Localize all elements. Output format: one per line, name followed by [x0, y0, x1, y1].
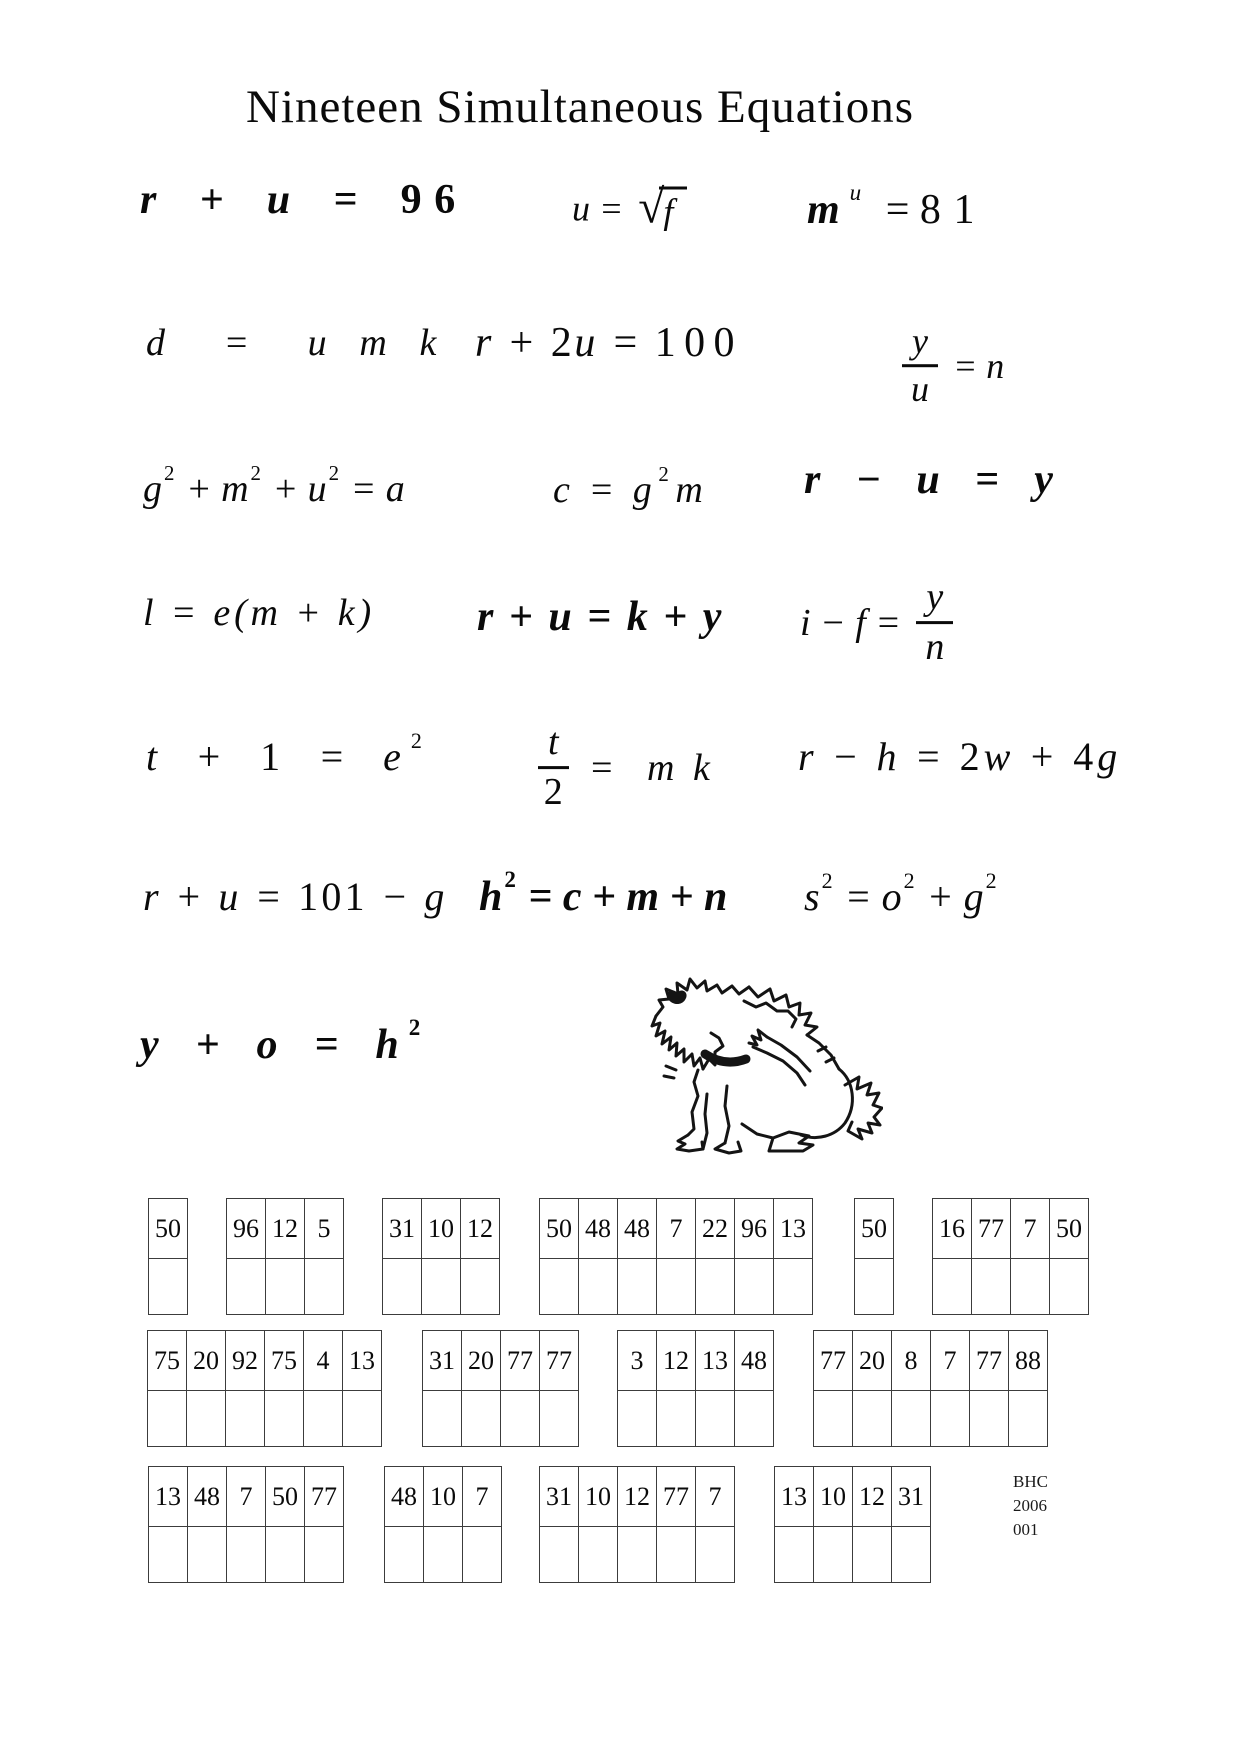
- grid-value-cell: 50: [266, 1467, 305, 1527]
- grid-answer-cell: [266, 1527, 305, 1583]
- grid-answer-cell: [501, 1391, 540, 1447]
- grid-answer-cell: [933, 1259, 972, 1315]
- grid-value-cell: 12: [461, 1199, 500, 1259]
- grid-value-cell: 10: [814, 1467, 853, 1527]
- grid-value-cell: 7: [463, 1467, 502, 1527]
- grid-answer-cell: [1011, 1259, 1050, 1315]
- grid-answer-cell: [226, 1391, 265, 1447]
- grid-value-cell: 50: [540, 1199, 579, 1259]
- grid-value-cell: 50: [1050, 1199, 1089, 1259]
- grid-value-cell: 75: [148, 1331, 187, 1391]
- grid-value-cell: 48: [188, 1467, 227, 1527]
- grid-value-cell: 13: [343, 1331, 382, 1391]
- grid-answer-cell: [422, 1259, 461, 1315]
- grid-answer-cell: [462, 1391, 501, 1447]
- grid-answer-cell: [461, 1259, 500, 1315]
- grid-value-cell: 75: [265, 1331, 304, 1391]
- worksheet-code-line: 001: [1013, 1519, 1039, 1539]
- grid-answer-cell: [579, 1259, 618, 1315]
- grid-answer-cell: [735, 1391, 774, 1447]
- worksheet-title: Nineteen Simultaneous Equations: [245, 81, 914, 133]
- grid-answer-cell: [657, 1259, 696, 1315]
- grid-value-cell: 12: [853, 1467, 892, 1527]
- grid-value-cell: 10: [579, 1467, 618, 1527]
- grid-value-cell: 31: [892, 1467, 931, 1527]
- answer-grid: [148, 1466, 344, 1583]
- equation-m-pow-u-81: m u = 81: [807, 179, 988, 233]
- grid-answer-cell: [657, 1391, 696, 1447]
- grid-value-cell: 5: [305, 1199, 344, 1259]
- grid-value-cell: 22: [696, 1199, 735, 1259]
- grid-answer-cell: [618, 1391, 657, 1447]
- equation-t-over-2-mk: $\frac{t}{2}$ = m k: [532, 723, 714, 813]
- grid-value-cell: 7: [657, 1199, 696, 1259]
- equation-i-f-y-over-n: i − f = $\frac{y}{n}$: [800, 578, 959, 668]
- grid-answer-cell: [696, 1259, 735, 1315]
- grid-value-cell: 31: [383, 1199, 422, 1259]
- grid-answer-cell: [855, 1259, 894, 1315]
- grid-answer-cell: [735, 1259, 774, 1315]
- grid-value-cell: 3: [618, 1331, 657, 1391]
- grid-answer-cell: [148, 1391, 187, 1447]
- grid-value-cell: 50: [149, 1199, 188, 1259]
- grid-answer-cell: [343, 1391, 382, 1447]
- grid-value-cell: 8: [892, 1331, 931, 1391]
- equation-y-over-u-n: $\frac{y}{u}$ = n: [896, 323, 1004, 409]
- grid-answer-cell: [423, 1391, 462, 1447]
- grid-value-cell: 12: [266, 1199, 305, 1259]
- grid-value-cell: 77: [305, 1467, 344, 1527]
- grid-value-cell: 77: [540, 1331, 579, 1391]
- grid-answer-cell: [579, 1527, 618, 1583]
- grid-answer-cell: [696, 1527, 735, 1583]
- equation-s2-o2-g2: s 2 = o 2 + g 2: [804, 867, 997, 919]
- grid-value-cell: 13: [774, 1199, 813, 1259]
- worksheet-code-line: BHC: [1013, 1472, 1048, 1491]
- grid-answer-cell: [149, 1527, 188, 1583]
- equation-h2-cmn: h 2 = c + m + n: [479, 866, 728, 920]
- equation-r-u-k-y: r + u = k + y: [477, 594, 724, 640]
- grid-answer-cell: [463, 1527, 502, 1583]
- dog-illustration: [648, 972, 883, 1162]
- grid-value-cell: 48: [618, 1199, 657, 1259]
- answer-grid: [382, 1198, 500, 1315]
- grid-value-cell: 20: [187, 1331, 226, 1391]
- grid-value-cell: 13: [696, 1331, 735, 1391]
- grid-answer-cell: [774, 1259, 813, 1315]
- answer-grid: [148, 1198, 188, 1315]
- equation-l-e-m-plus-k: l = e(m + k): [143, 592, 375, 634]
- grid-answer-cell: [305, 1259, 344, 1315]
- grid-answer-cell: [385, 1527, 424, 1583]
- grid-answer-cell: [149, 1259, 188, 1315]
- grid-value-cell: 92: [226, 1331, 265, 1391]
- grid-answer-cell: [383, 1259, 422, 1315]
- grid-answer-cell: [305, 1527, 344, 1583]
- grid-answer-cell: [892, 1527, 931, 1583]
- grid-answer-cell: [853, 1527, 892, 1583]
- grid-value-cell: 12: [657, 1331, 696, 1391]
- answer-grid: [147, 1330, 382, 1447]
- equation-d-umk: d = u m k: [146, 322, 444, 364]
- grid-answer-cell: [424, 1527, 463, 1583]
- grid-answer-cell: [227, 1259, 266, 1315]
- grid-answer-cell: [540, 1259, 579, 1315]
- grid-value-cell: 7: [696, 1467, 735, 1527]
- grid-value-cell: 48: [579, 1199, 618, 1259]
- grid-value-cell: 88: [1009, 1331, 1048, 1391]
- grid-answer-cell: [814, 1391, 853, 1447]
- grid-value-cell: 12: [618, 1467, 657, 1527]
- grid-answer-cell: [696, 1391, 735, 1447]
- answer-grid: [384, 1466, 502, 1583]
- answer-grid: [617, 1330, 774, 1447]
- grid-answer-cell: [304, 1391, 343, 1447]
- grid-value-cell: 20: [853, 1331, 892, 1391]
- answer-grid: [539, 1198, 813, 1315]
- grid-value-cell: 48: [735, 1331, 774, 1391]
- grid-answer-cell: [775, 1527, 814, 1583]
- grid-answer-cell: [618, 1259, 657, 1315]
- worksheet-code: [1013, 1470, 1048, 1541]
- answer-grid: [854, 1198, 894, 1315]
- grid-answer-cell: [892, 1391, 931, 1447]
- answer-grid: [774, 1466, 931, 1583]
- answer-grid: [226, 1198, 344, 1315]
- grid-answer-cell: [853, 1391, 892, 1447]
- grid-value-cell: 31: [423, 1331, 462, 1391]
- equation-y-o-h2: y + o = h 2: [140, 1014, 429, 1068]
- worksheet-code-line: 2006: [1013, 1495, 1047, 1515]
- equation-u-sqrt-f: u = √ f: [572, 187, 687, 230]
- grid-value-cell: 13: [149, 1467, 188, 1527]
- grid-value-cell: 4: [304, 1331, 343, 1391]
- equation-r-2u-100: r + 2 u = 100: [475, 320, 743, 366]
- radical-sign: √: [638, 181, 665, 234]
- equation-c-g2m: c = g 2 m: [553, 461, 708, 511]
- grid-answer-cell: [1009, 1391, 1048, 1447]
- equation-r-plus-u-96: r + u = 96: [140, 177, 468, 223]
- grid-answer-cell: [540, 1391, 579, 1447]
- grid-value-cell: 7: [227, 1467, 266, 1527]
- grid-answer-cell: [1050, 1259, 1089, 1315]
- grid-answer-cell: [265, 1391, 304, 1447]
- grid-value-cell: 77: [970, 1331, 1009, 1391]
- grid-answer-cell: [931, 1391, 970, 1447]
- grid-value-cell: 96: [227, 1199, 266, 1259]
- answer-grid: [932, 1198, 1089, 1315]
- grid-answer-cell: [266, 1259, 305, 1315]
- grid-value-cell: 13: [775, 1467, 814, 1527]
- grid-value-cell: 96: [735, 1199, 774, 1259]
- grid-value-cell: 50: [855, 1199, 894, 1259]
- grid-answer-cell: [657, 1527, 696, 1583]
- grid-value-cell: 20: [462, 1331, 501, 1391]
- grid-answer-cell: [188, 1527, 227, 1583]
- answer-grid: [422, 1330, 579, 1447]
- grid-answer-cell: [227, 1527, 266, 1583]
- grid-answer-cell: [187, 1391, 226, 1447]
- grid-value-cell: 48: [385, 1467, 424, 1527]
- answer-grid: [539, 1466, 735, 1583]
- equation-sum-of-squares-a: g 2 + m 2 + u 2 = a: [143, 460, 405, 510]
- grid-value-cell: 7: [931, 1331, 970, 1391]
- grid-value-cell: 7: [1011, 1199, 1050, 1259]
- grid-value-cell: 31: [540, 1467, 579, 1527]
- grid-answer-cell: [540, 1527, 579, 1583]
- answer-grid: [813, 1330, 1048, 1447]
- grid-value-cell: 77: [972, 1199, 1011, 1259]
- equation-r-h-2w-4g: r − h = 2 w + 4 g: [798, 734, 1122, 779]
- grid-answer-cell: [970, 1391, 1009, 1447]
- grid-answer-cell: [972, 1259, 1011, 1315]
- grid-answer-cell: [618, 1527, 657, 1583]
- grid-value-cell: 77: [657, 1467, 696, 1527]
- grid-answer-cell: [814, 1527, 853, 1583]
- grid-value-cell: 77: [501, 1331, 540, 1391]
- equation-t-1-e2: t + 1 = e 2: [146, 727, 430, 779]
- grid-value-cell: 10: [424, 1467, 463, 1527]
- grid-value-cell: 16: [933, 1199, 972, 1259]
- grid-value-cell: 10: [422, 1199, 461, 1259]
- grid-value-cell: 77: [814, 1331, 853, 1391]
- equation-r-minus-u-y: r − u = y: [804, 457, 1060, 503]
- equation-r-u-101-g: r + u = 101 − g: [143, 874, 448, 919]
